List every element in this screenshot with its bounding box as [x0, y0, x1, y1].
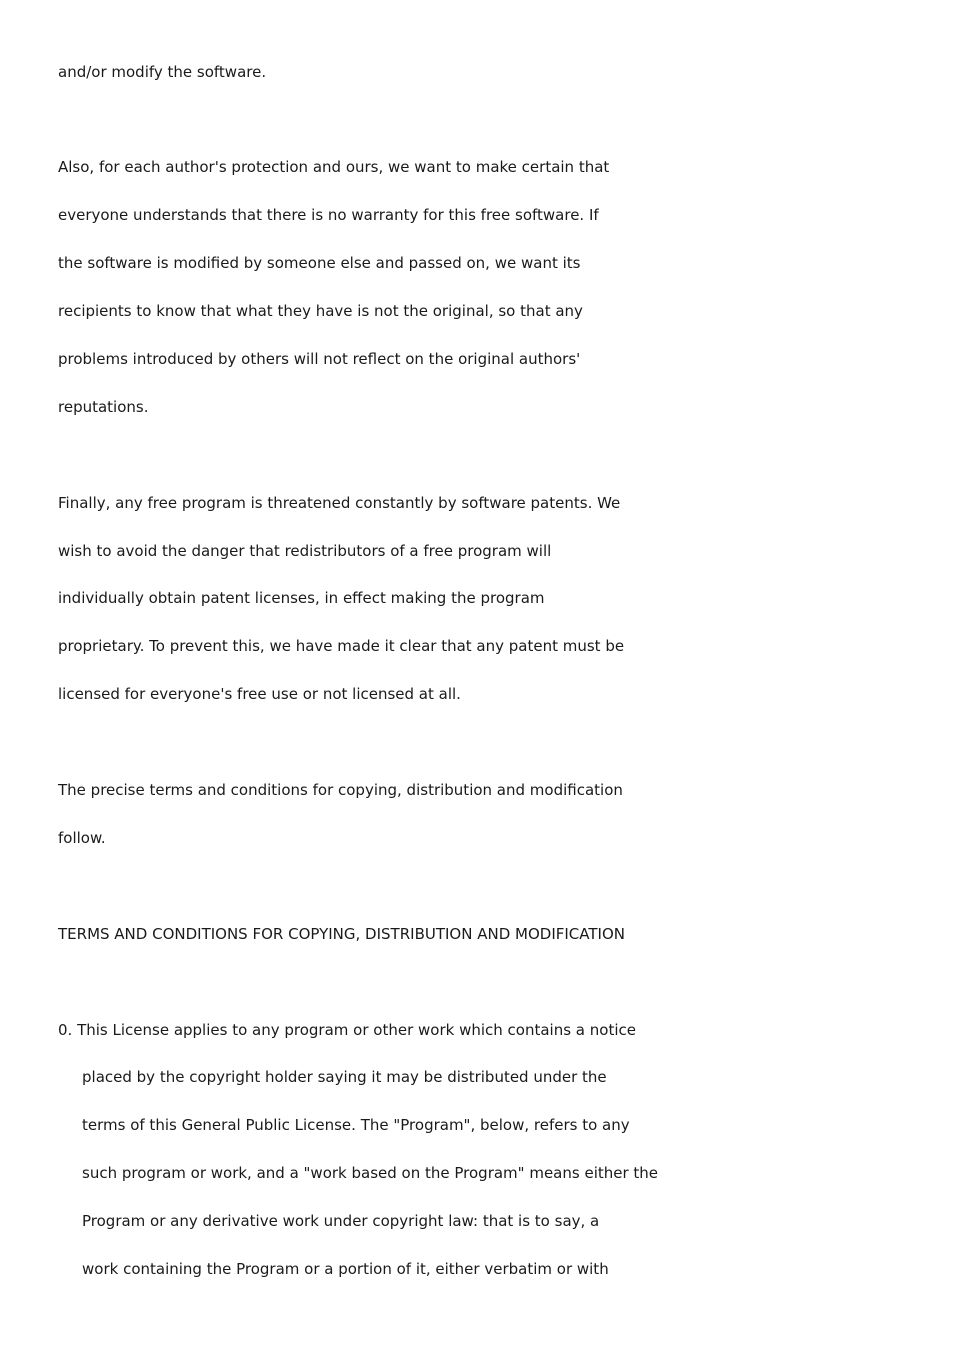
text-line: such program or work, and a "work based on the Program" means either the — [82, 1164, 659, 1182]
text-line: recipients to know that what they have is not the original, so that any — [58, 302, 583, 320]
text-line: The precise terms and conditions for copying, distribution and modification — [58, 781, 623, 799]
text-line: wish to avoid the danger that redistributors of a free program will — [58, 542, 552, 560]
text-line: proprietary. To prevent this, we have made it clear that any patent must be — [58, 637, 625, 655]
section-heading: TERMS AND CONDITIONS FOR COPYING, DISTRIBUTION AND MODIFICATION — [58, 925, 625, 943]
text-line: and/or modify the software. — [58, 63, 267, 81]
text-line: reputations. — [58, 398, 149, 416]
text-line: follow. — [58, 829, 106, 847]
text-line: individually obtain patent licenses, in effect making the program — [58, 589, 545, 607]
text-line: everyone understands that there is no warranty for this free software. If — [58, 206, 599, 224]
text-line: placed by the copyright holder saying it may be distributed under the — [82, 1068, 607, 1086]
text-line: Program or any derivative work under copyright law: that is to say, a — [82, 1212, 600, 1230]
text-line: Also, for each author's protection and ours, we want to make certain that — [58, 158, 610, 176]
text-line: the software is modified by someone else and passed on, we want its — [58, 254, 581, 272]
text-line: problems introduced by others will not reflect on the original authors' — [58, 350, 581, 368]
text-line: Finally, any free program is threatened constantly by software patents. We — [58, 494, 621, 512]
text-line: 0. This License applies to any program or other work which contains a notice — [58, 1021, 636, 1039]
text-line: work containing the Program or a portion of it, either verbatim or with — [82, 1260, 609, 1278]
text-line: licensed for everyone's free use or not licensed at all. — [58, 685, 461, 703]
text-line: terms of this General Public License. The "Program", below, refers to any — [82, 1116, 630, 1134]
